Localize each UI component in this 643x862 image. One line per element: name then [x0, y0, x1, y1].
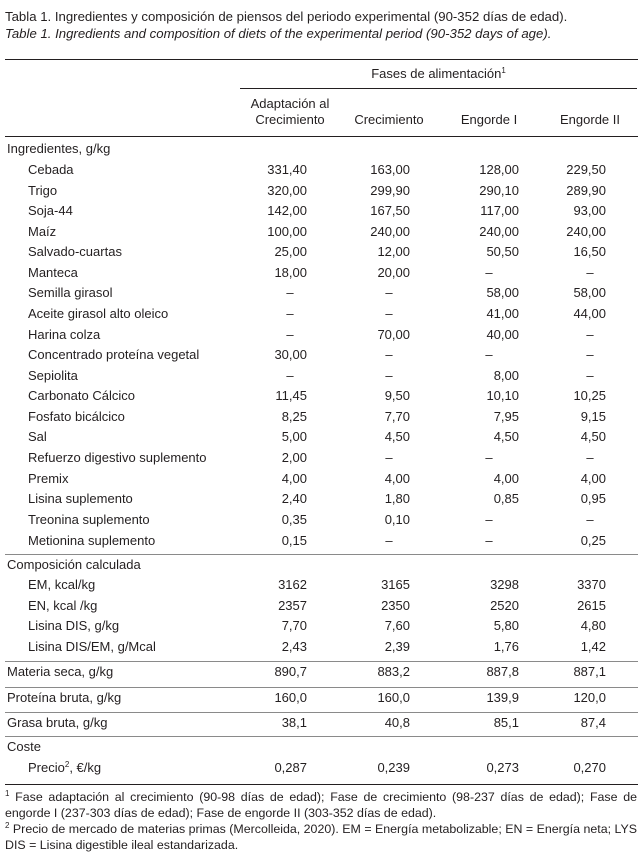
table-cell: 10,10 — [486, 388, 519, 403]
row-label — [28, 327, 100, 343]
caption-english: Table 1. Ingredients and composition of diets of the experimental period (90-352 days of age). — [5, 26, 552, 41]
row-label — [28, 598, 97, 614]
table-cell: 4,00 — [384, 471, 410, 486]
row-label-text: Metionina suplemento — [28, 533, 156, 548]
row-label — [7, 141, 110, 157]
table-cell: 290,10 — [479, 183, 519, 198]
row-label — [28, 162, 74, 178]
table-cell: 0,85 — [493, 491, 519, 506]
row-label-text: Aceite girasol alto oleico — [28, 306, 169, 321]
table-cell: 50,50 — [486, 244, 519, 259]
row-label-text: Lisina suplemento — [28, 491, 133, 506]
table-cell: 7,60 — [384, 618, 410, 633]
table-cell: 887,1 — [573, 664, 606, 679]
table-cell: 40,00 — [486, 327, 519, 342]
row-label-suffix: , €/kg — [69, 760, 102, 775]
table-cell: 41,00 — [486, 306, 519, 321]
group-header-rule — [240, 88, 637, 89]
table-cell: 16,50 — [573, 244, 606, 259]
table-cell: 289,90 — [566, 183, 606, 198]
table-cell: – — [385, 450, 393, 465]
row-label-text: Harina colza — [28, 327, 101, 342]
table-cell: 4,80 — [580, 618, 606, 633]
table-cell: – — [586, 368, 594, 383]
column-group-footnote-ref: 1 — [501, 66, 506, 75]
row-label-text: Sepiolita — [28, 368, 78, 383]
section-divider — [5, 661, 638, 662]
footnote-text: Precio de mercado de materias primas (Mercolleida, 2020). EM = Energía metabolizable; EN = Energía neta; LYS DIS = Lisina digestible ileal estandarizada. — [5, 822, 637, 852]
table-cell: 887,8 — [486, 664, 519, 679]
row-label-text: Concentrado proteína vegetal — [28, 347, 200, 362]
column-group-label: Fases de alimentación — [371, 66, 502, 81]
row-label-text: Salvado-cuartas — [28, 244, 122, 259]
section-divider — [5, 712, 638, 713]
row-label-text: Sal — [28, 429, 47, 444]
table-cell: 0,35 — [281, 512, 307, 527]
row-label — [28, 285, 113, 301]
table-cell: 30,00 — [274, 347, 307, 362]
row-label-text: EN, kcal /kg — [28, 598, 98, 613]
table-cell: 44,00 — [573, 306, 606, 321]
row-label — [28, 224, 56, 240]
row-label — [28, 244, 122, 260]
table-cell: – — [485, 265, 493, 280]
table-cell: 142,00 — [267, 203, 307, 218]
table-cell: 9,50 — [384, 388, 410, 403]
table-caption — [5, 8, 567, 42]
table-cell: 85,1 — [493, 715, 519, 730]
row-label — [7, 664, 113, 680]
column-header — [339, 112, 439, 128]
table-cell: 40,8 — [384, 715, 410, 730]
table-cell: 240,00 — [566, 224, 606, 239]
table-cell: 7,70 — [281, 618, 307, 633]
table-cell: 2357 — [278, 598, 307, 613]
table-cell: 229,50 — [566, 162, 606, 177]
row-label — [28, 388, 135, 404]
table-cell: 3370 — [577, 577, 606, 592]
row-label — [7, 557, 141, 573]
row-label-text: Lisina DIS/EM, g/Mcal — [28, 639, 156, 654]
table-cell: 0,10 — [384, 512, 410, 527]
table-cell: 4,50 — [493, 429, 519, 444]
row-label — [28, 491, 133, 507]
row-label-text: Coste — [7, 739, 41, 754]
row-label — [28, 450, 207, 466]
footnote — [5, 821, 637, 853]
table-footnotes — [5, 789, 637, 853]
row-label — [28, 533, 155, 549]
row-label — [28, 512, 150, 528]
table-cell: 0,25 — [580, 533, 606, 548]
table-cell: 4,50 — [580, 429, 606, 444]
table-cell: 58,00 — [486, 285, 519, 300]
row-label-text: Lisina DIS, g/kg — [28, 618, 120, 633]
row-label-text: Precio — [28, 760, 65, 775]
row-label — [28, 183, 57, 199]
table-cell: 320,00 — [267, 183, 307, 198]
footnote-text: Fase adaptación al crecimiento (90-98 días de edad); Fase de crecimiento (98-237 días de edad); Fase de engorde I (237-303 días de edad); Fase de engorde II (303-352 días de edad). — [5, 790, 637, 820]
row-label — [28, 618, 119, 634]
row-label-text: Soja-44 — [28, 203, 73, 218]
table-cell: – — [385, 306, 393, 321]
table-cell: 20,00 — [377, 265, 410, 280]
column-header-line: Adaptación al — [250, 96, 330, 111]
table-cell: 4,00 — [580, 471, 606, 486]
bottom-rule — [5, 784, 638, 785]
row-label-text: EM, kcal/kg — [28, 577, 96, 592]
table-cell: – — [286, 285, 294, 300]
table-cell: 2520 — [490, 598, 519, 613]
table-cell: 0,273 — [486, 760, 519, 775]
column-group-header — [240, 66, 637, 82]
table-cell: – — [586, 265, 594, 280]
table-cell: – — [485, 450, 493, 465]
row-label — [28, 639, 156, 655]
table-cell: 2615 — [577, 598, 606, 613]
table-cell: – — [385, 533, 393, 548]
table-cell: 0,95 — [580, 491, 606, 506]
table-cell: 3165 — [381, 577, 410, 592]
row-label-text: Proteína bruta, g/kg — [7, 690, 122, 705]
table-cell: 1,42 — [580, 639, 606, 654]
row-label — [28, 760, 101, 776]
table-cell: 160,0 — [377, 690, 410, 705]
table-cell: 160,0 — [274, 690, 307, 705]
table-cell: 139,9 — [486, 690, 519, 705]
table-cell: 240,00 — [370, 224, 410, 239]
row-label-text: Maíz — [28, 224, 57, 239]
table-cell: 240,00 — [479, 224, 519, 239]
table-cell: 25,00 — [274, 244, 307, 259]
table-cell: 10,25 — [573, 388, 606, 403]
row-label-text: Composición calculada — [7, 557, 141, 572]
top-rule — [5, 59, 638, 60]
table-cell: 7,95 — [493, 409, 519, 424]
table-cell: 5,00 — [281, 429, 307, 444]
table-cell: 4,00 — [493, 471, 519, 486]
row-label-text: Semilla girasol — [28, 285, 113, 300]
table-cell: 2350 — [381, 598, 410, 613]
footnote-marker: 1 — [5, 789, 10, 798]
row-label — [28, 368, 78, 384]
table-cell: 4,50 — [384, 429, 410, 444]
caption-spanish: Tabla 1. Ingredientes y composición de piensos del periodo experimental (90-352 días de edad). — [5, 9, 568, 24]
row-label-text: Ingredientes, g/kg — [7, 141, 111, 156]
table-cell: 117,00 — [480, 203, 519, 218]
table-cell: – — [286, 368, 294, 383]
row-label — [28, 429, 47, 445]
row-label-footnote-ref: 2 — [64, 760, 70, 769]
header-bottom-rule — [5, 136, 638, 137]
table-cell: 0,287 — [274, 760, 307, 775]
table-cell: – — [385, 368, 393, 383]
table-cell: 1,76 — [493, 639, 519, 654]
row-label — [28, 409, 125, 425]
table-cell: 2,40 — [281, 491, 307, 506]
row-label-text: Cebada — [28, 162, 74, 177]
column-header-line: Crecimiento — [255, 112, 325, 127]
footnote — [5, 789, 637, 821]
table-cell: 167,50 — [370, 203, 410, 218]
column-header — [540, 112, 640, 128]
table-cell: 299,90 — [370, 183, 410, 198]
table-cell: 0,270 — [573, 760, 606, 775]
table-cell: 70,00 — [377, 327, 410, 342]
row-label — [28, 265, 78, 281]
row-label — [28, 203, 73, 219]
row-label — [28, 577, 95, 593]
table-cell: – — [286, 327, 294, 342]
row-label — [28, 471, 68, 487]
row-label — [7, 690, 121, 706]
table-cell: 120,0 — [573, 690, 606, 705]
table-cell: 2,39 — [384, 639, 410, 654]
table-cell: 58,00 — [573, 285, 606, 300]
table-cell: 128,00 — [479, 162, 519, 177]
section-divider — [5, 554, 638, 555]
table-cell: 38,1 — [281, 715, 307, 730]
table-cell: 2,43 — [281, 639, 307, 654]
row-label-text: Materia seca, g/kg — [7, 664, 114, 679]
table-cell: 0,15 — [281, 533, 307, 548]
table-cell: 0,239 — [377, 760, 410, 775]
table-cell: – — [485, 512, 493, 527]
table-cell: – — [586, 450, 594, 465]
table-cell: – — [385, 285, 393, 300]
row-label-text: Grasa bruta, g/kg — [7, 715, 108, 730]
column-header-line: Engorde II — [560, 112, 620, 127]
table-cell: – — [485, 347, 493, 362]
table-cell: 12,00 — [377, 244, 410, 259]
column-header-line: Engorde I — [460, 112, 518, 127]
table-cell: 890,7 — [274, 664, 307, 679]
table-cell: 163,00 — [370, 162, 410, 177]
table-cell: 3298 — [490, 577, 519, 592]
row-label-text: Manteca — [28, 265, 78, 280]
table-cell: 100,00 — [267, 224, 307, 239]
row-label-text: Trigo — [28, 183, 58, 198]
row-label-text: Premix — [28, 471, 69, 486]
footnote-marker: 2 — [5, 821, 10, 830]
table-cell: 87,4 — [580, 715, 606, 730]
row-label-text: Treonina suplemento — [28, 512, 150, 527]
section-divider — [5, 736, 638, 737]
table-cell: 331,40 — [267, 162, 307, 177]
table-cell: 18,00 — [274, 265, 307, 280]
column-header — [439, 112, 539, 128]
table-cell: – — [286, 306, 294, 321]
table-cell: 7,70 — [384, 409, 410, 424]
table-cell: 883,2 — [377, 664, 410, 679]
table-cell: 11,45 — [275, 388, 307, 403]
table-cell: 4,00 — [281, 471, 307, 486]
row-label-text: Carbonato Cálcico — [28, 388, 135, 403]
table-cell: 1,80 — [384, 491, 410, 506]
row-label — [7, 739, 41, 755]
table-cell: 8,00 — [493, 368, 519, 383]
table-cell: – — [485, 533, 493, 548]
table-cell: – — [385, 347, 393, 362]
table-cell: – — [586, 347, 594, 362]
row-label-text: Fosfato bicálcico — [28, 409, 125, 424]
table-cell: 3162 — [278, 577, 307, 592]
row-label — [28, 347, 199, 363]
row-label — [28, 306, 168, 322]
section-divider — [5, 687, 638, 688]
column-header — [235, 96, 345, 128]
table-cell: 8,25 — [281, 409, 307, 424]
row-label-text: Refuerzo digestivo suplemento — [28, 450, 207, 465]
column-header-line: Crecimiento — [354, 112, 424, 127]
table-cell: – — [586, 327, 594, 342]
table-cell: 9,15 — [580, 409, 606, 424]
row-label — [7, 715, 107, 731]
table-cell: 93,00 — [573, 203, 606, 218]
table-cell: – — [586, 512, 594, 527]
table-cell: 5,80 — [493, 618, 519, 633]
table-cell: 2,00 — [281, 450, 307, 465]
